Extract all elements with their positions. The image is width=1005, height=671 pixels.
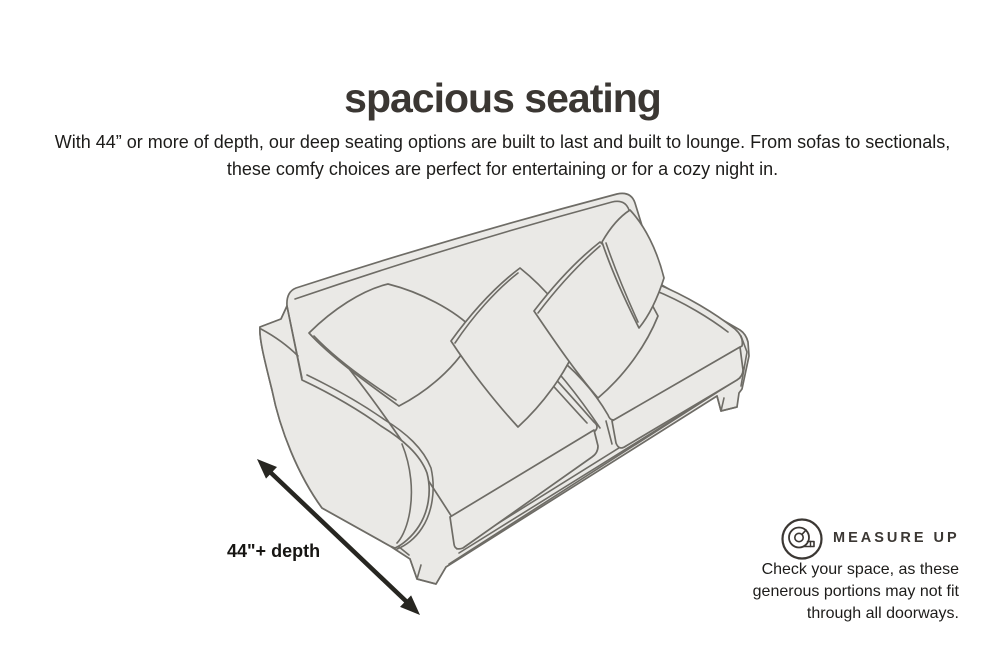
sofa-illustration <box>250 180 770 640</box>
depth-dimension-label: 44"+ depth <box>227 541 321 561</box>
tape-measure-icon <box>779 515 825 563</box>
page-title: spacious seating <box>344 75 661 122</box>
measure-up-heading: MEASURE UP <box>833 530 960 546</box>
intro-paragraph: With 44” or more of depth, our deep seating options are built to last and built to lounge. From sofas to sectionals, these comfy choices are perfect for entertaining or for a cozy night in. <box>54 132 951 179</box>
measure-up-note: Check your space, as these generous portions may not fit through all doorways. <box>752 561 959 622</box>
